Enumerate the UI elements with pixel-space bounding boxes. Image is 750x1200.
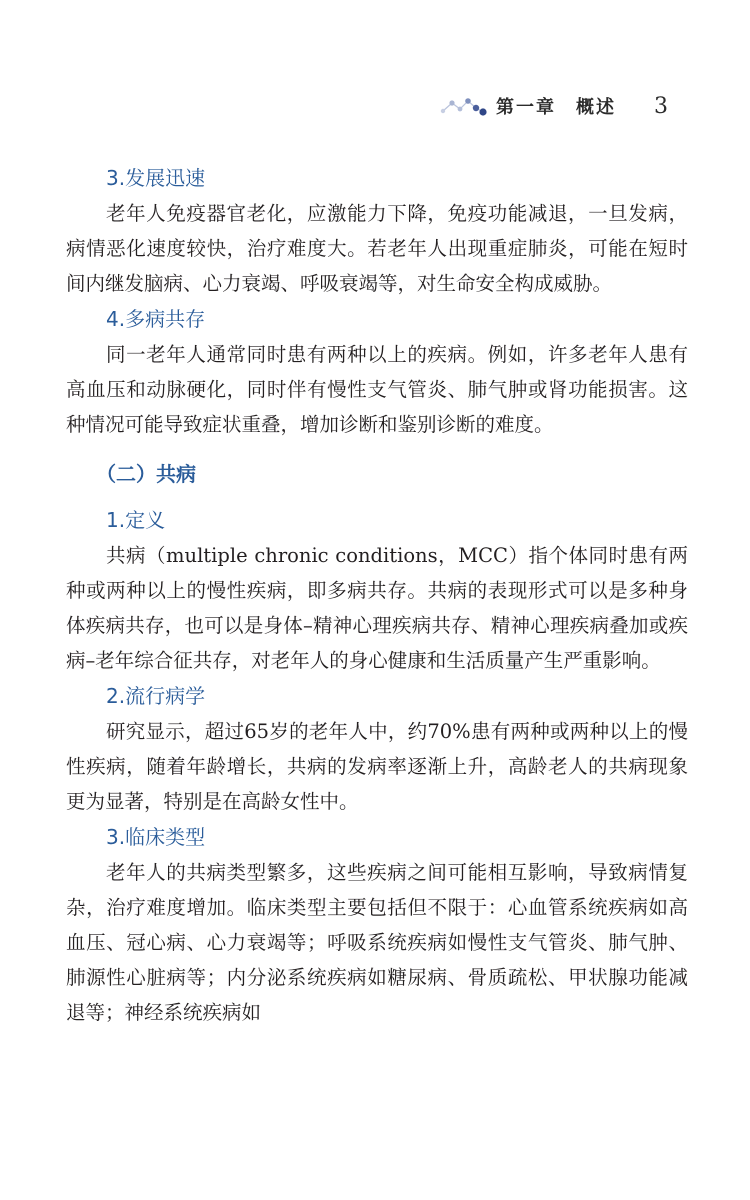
subheading-multiple-diseases: 4.多病共存 [106,307,206,331]
paragraph-epidemiology: 研究显示，超过65岁的老年人中，约70%患有两种或两种以上的慢性疾病，随着年龄增长，共病的发病率逐渐上升，高龄老人的共病现象更为显著，特别是在高龄女性中。 [66,720,688,813]
page-body [66,160,688,1030]
subheading-clinical-types: 3.临床类型 [106,825,206,849]
paragraph-multiple-diseases: 同一老年人通常同时患有两种以上的疾病。例如，许多老年人患有高血压和动脉硬化，同时伴有慢性支气管炎、肺气肿或肾功能损害。这种情况可能导致症状重叠，增加诊断和鉴别诊断的难度。 [66,343,688,436]
page-number: 3 [654,93,668,119]
paragraph-definition: 共病（multiple chronic conditions，MCC）指个体同时患有两种或两种以上的慢性疾病，即多病共存。共病的表现形式可以是多种身体疾病共存，也可以是身体–精神心理疾病共存、精神心理疾病叠加或疾病–老年综合征共存，对老年人的身心健康和生活质量产生严重影响。 [66,544,688,672]
section-heading-comorbidity: （二）共病 [96,462,196,486]
running-header [438,88,668,124]
subheading-rapid-progression: 3.发展迅速 [106,166,206,190]
molecule-dots-icon [438,94,488,118]
subheading-definition: 1.定义 [106,508,166,532]
paragraph-clinical-types: 老年人的共病类型繁多，这些疾病之间可能相互影响，导致病情复杂，治疗难度增加。临床类型主要包括但不限于：心血管系统疾病如高血压、冠心病、心力衰竭等；呼吸系统疾病如慢性支气管炎、肺气肿、肺源性心脏病等；内分泌系统疾病如糖尿病、骨质疏松、甲状腺功能减退等；神经系统疾病如 [66,861,688,1024]
subheading-epidemiology: 2.流行病学 [106,684,206,708]
paragraph-rapid-progression: 老年人免疫器官老化，应激能力下降，免疫功能减退，一旦发病，病情恶化速度较快，治疗难度大。若老年人出现重症肺炎，可能在短时间内继发脑病、心力衰竭、呼吸衰竭等，对生命安全构成威胁。 [66,202,688,295]
chapter-title: 第一章 概述 [496,97,616,118]
